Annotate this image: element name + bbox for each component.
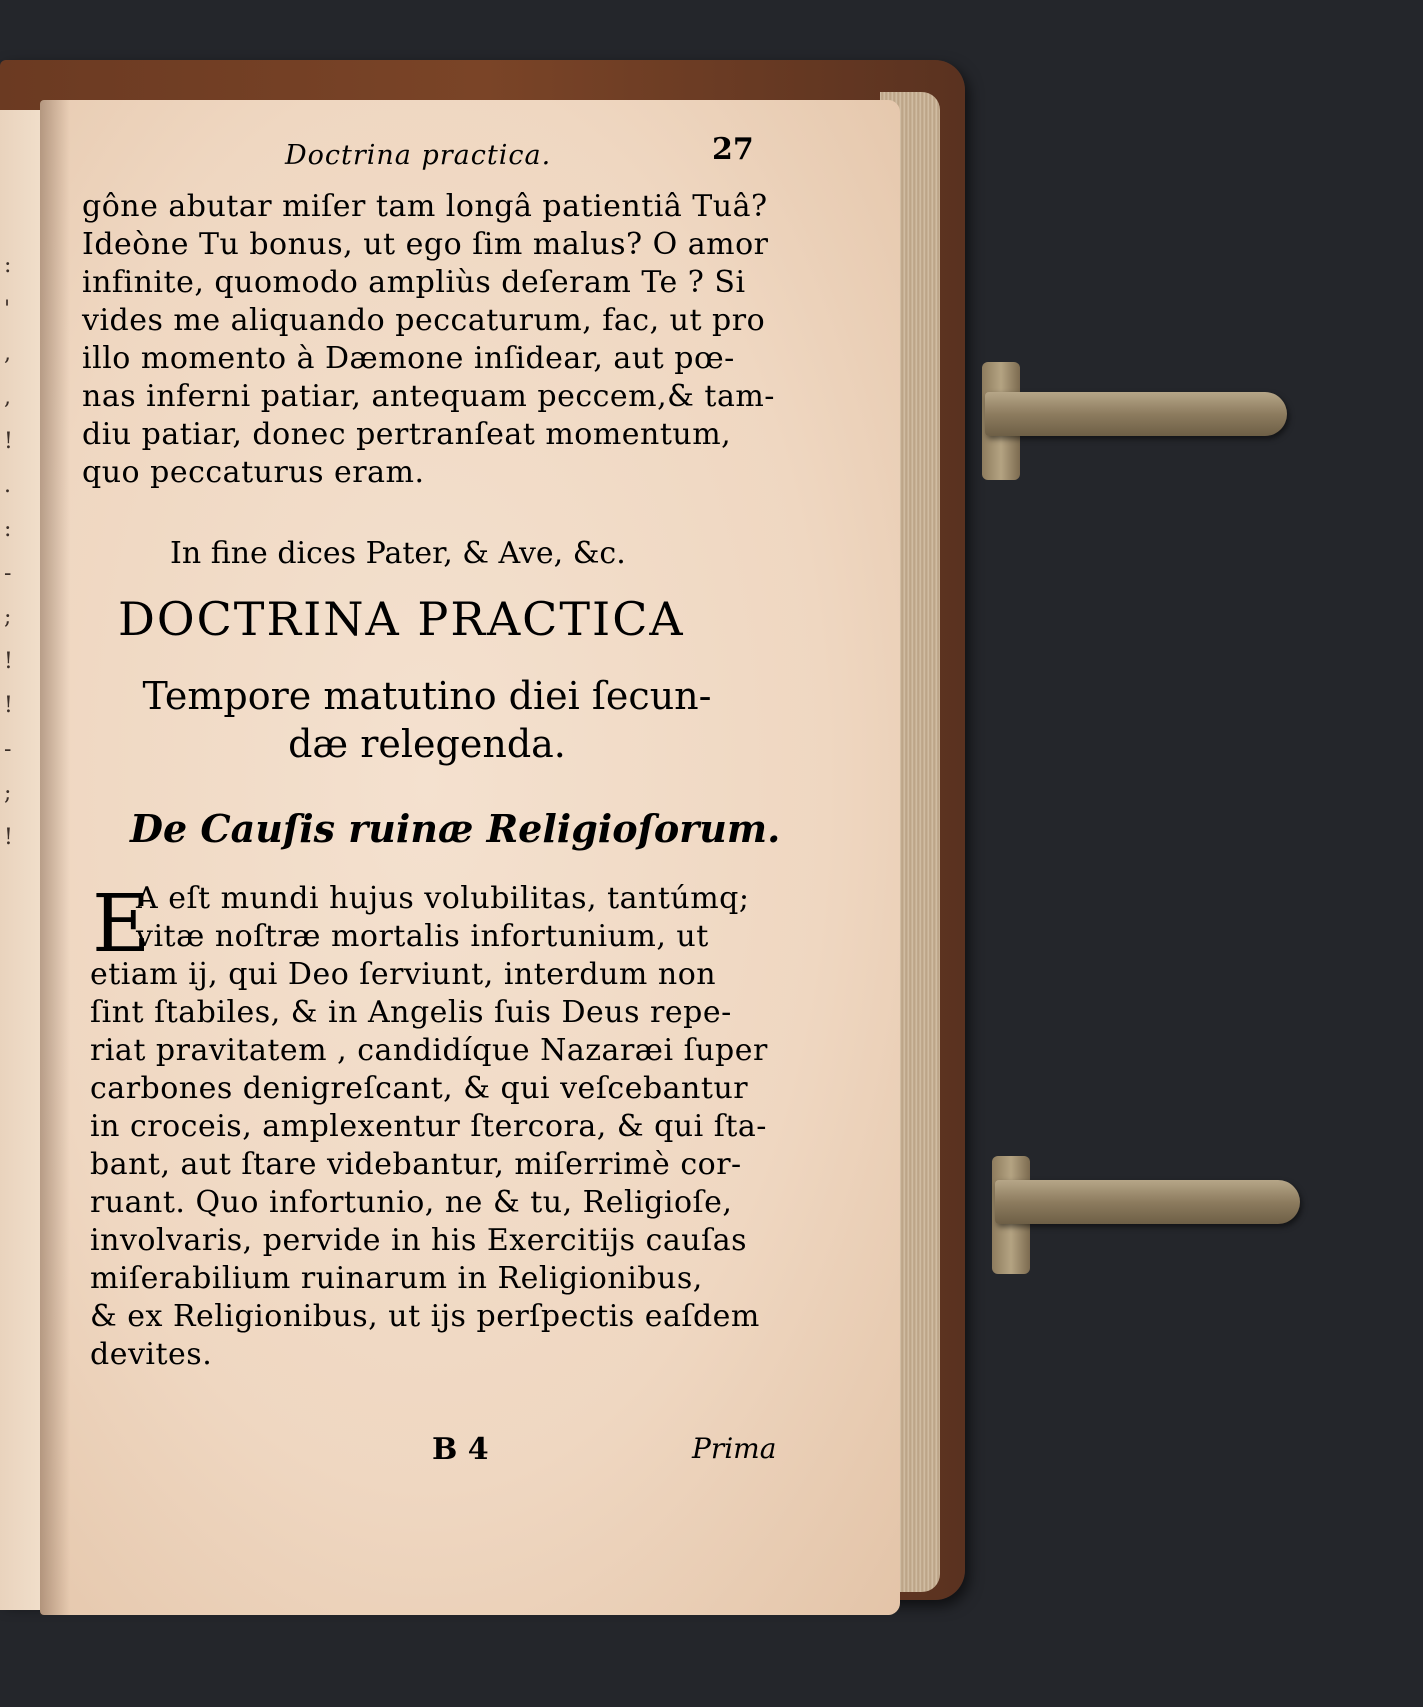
- subheading-line: Tempore matutino diei ſecun-: [142, 674, 712, 718]
- text-line: miſerabilium ruinarum in Religionibus,: [90, 1261, 703, 1296]
- text-line: vitæ noſtræ mortalis infortunium, ut: [136, 919, 709, 954]
- text-line: vides me aliquando peccaturum, fac, ut pro: [82, 303, 766, 338]
- text-line: & ex Religionibus, ut ijs perſpectis eaſdem: [90, 1299, 760, 1334]
- running-head: Doctrina practica.: [285, 140, 552, 171]
- subheading: [82, 672, 772, 768]
- clasp: [985, 392, 1287, 436]
- text-line: Ideòne Tu bonus, ut ego ſim malus? O amor: [82, 227, 769, 262]
- left-page-fragments: : ' , , ! . : - ; ! ! - ; !: [4, 253, 13, 850]
- text-line: infinite, quomodo ampliùs deſeram Te ? Si: [82, 265, 746, 300]
- text-line: riat pravitatem , candidíque Nazaræi ſuper: [90, 1033, 768, 1068]
- section-title: De Cauſis ruinæ Religioſorum.: [130, 806, 781, 851]
- text-line: in croceis, amplexentur ſtercora, & qui ſta-: [90, 1109, 767, 1144]
- text-line: carbones denigreſcant, & qui veſcebantur: [90, 1071, 749, 1106]
- text-line: gône abutar miſer tam longâ patientiâ Tuâ?: [82, 189, 768, 224]
- page-number: 27: [712, 132, 754, 167]
- signature-mark: B 4: [432, 1432, 489, 1467]
- main-heading: DOCTRINA PRACTICA: [118, 592, 685, 646]
- body-text: [82, 188, 775, 492]
- text-line: illo momento à Dæmone inſidear, aut pœ-: [82, 341, 735, 376]
- paragraph: [90, 877, 780, 1374]
- drop-cap: E: [92, 877, 151, 970]
- text-line: devites.: [90, 1337, 213, 1372]
- text-line: involvaris, pervide in his Exercitijs cauſas: [90, 1223, 747, 1258]
- catchword: Prima: [692, 1432, 777, 1465]
- text-line: bant, aut ſtare videbantur, miſerrimè cor-: [90, 1147, 742, 1182]
- text-line: ſint ſtabiles, & in Angelis ſuis Deus repe-: [90, 995, 732, 1030]
- text-line: ruant. Quo infortunio, ne & tu, Religioſe,: [90, 1185, 733, 1220]
- text-line: nas inferni patiar, antequam peccem,& tam-: [82, 379, 775, 414]
- gutter-shadow: [40, 100, 70, 1615]
- text-line: A eſt mundi hujus volubilitas, tantúmq;: [136, 881, 750, 916]
- text-line: etiam ij, qui Deo ſerviunt, interdum non: [90, 957, 717, 992]
- closing-instruction: In fine dices Pater, & Ave, &c.: [170, 536, 626, 571]
- text-line: quo peccaturus eram.: [82, 455, 425, 490]
- subheading-line: dæ relegenda.: [288, 722, 566, 766]
- clasp: [995, 1180, 1300, 1224]
- text-line: diu patiar, donec pertranſeat momentum,: [82, 417, 732, 452]
